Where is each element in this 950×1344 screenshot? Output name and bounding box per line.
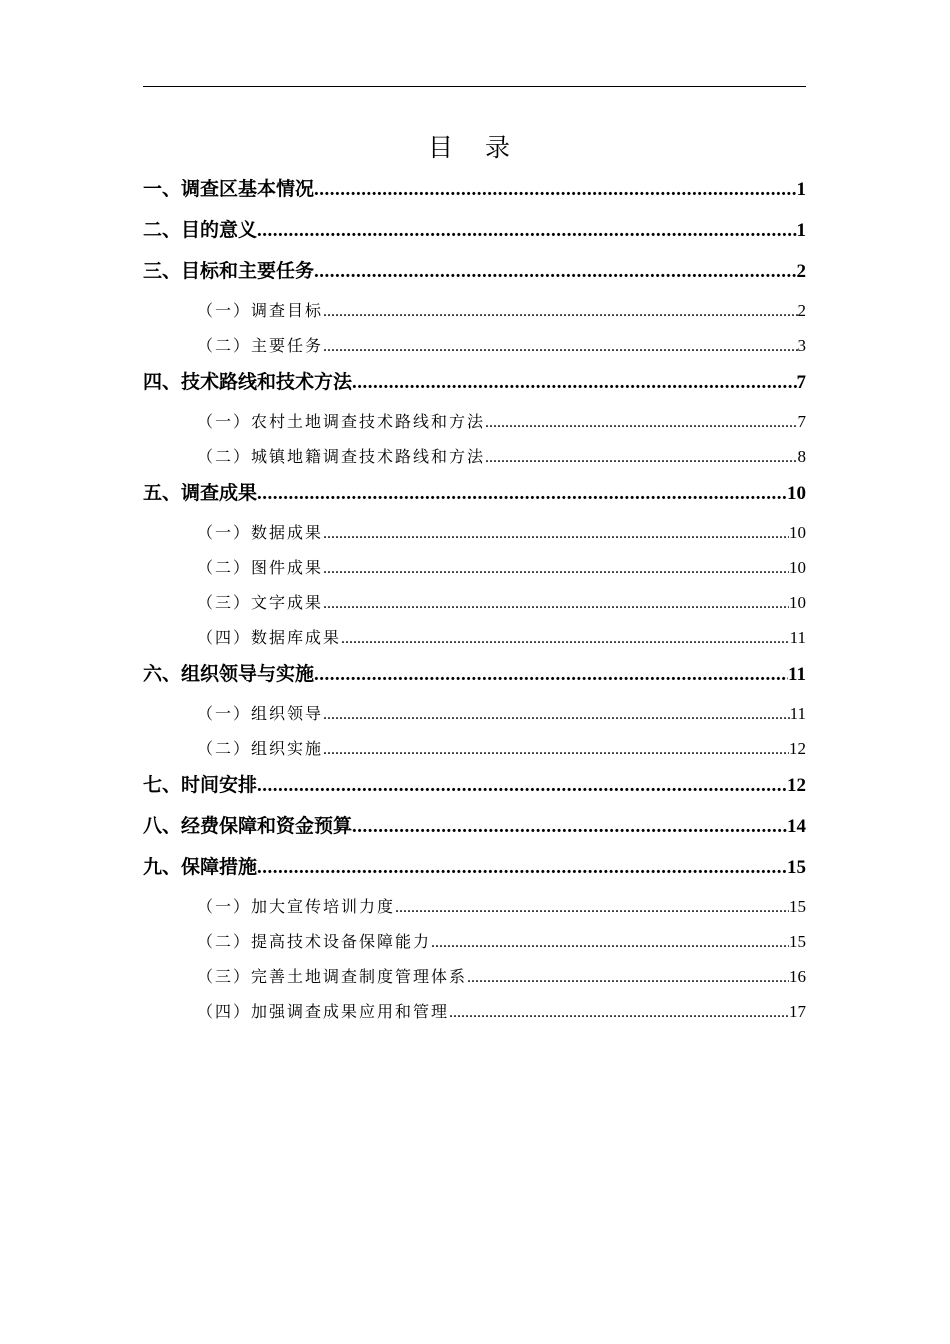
toc-entry[interactable] bbox=[143, 515, 806, 550]
toc-leader bbox=[323, 731, 789, 766]
toc-entry[interactable] bbox=[143, 655, 806, 696]
toc-entry[interactable] bbox=[143, 807, 806, 848]
toc-entry-label: （三）文字成果 bbox=[197, 593, 324, 612]
toc-leader bbox=[449, 994, 789, 1029]
toc-entry-label: 五、调查成果 bbox=[143, 482, 258, 504]
toc-leader bbox=[257, 766, 787, 805]
toc-entry-page: 7 bbox=[797, 412, 806, 431]
toc-entry-page: 8 bbox=[797, 447, 806, 466]
toc-entry[interactable] bbox=[143, 328, 806, 363]
toc-entry-label: （一）加大宣传培训力度 bbox=[197, 897, 396, 916]
toc-entry[interactable] bbox=[143, 363, 806, 404]
toc-entry-label: （一）调查目标 bbox=[197, 301, 324, 320]
toc-entry[interactable] bbox=[143, 550, 806, 585]
toc-entry-page: 10 bbox=[789, 523, 806, 542]
toc-entry-page: 10 bbox=[789, 593, 806, 612]
toc-entry-page: 12 bbox=[787, 775, 806, 796]
toc-entry-page: 3 bbox=[797, 336, 806, 355]
toc-entry-page: 14 bbox=[787, 816, 806, 837]
toc-entry[interactable] bbox=[143, 439, 806, 474]
toc-entry-label: 七、时间安排 bbox=[143, 774, 258, 796]
toc-entry-label: 九、保障措施 bbox=[143, 856, 258, 878]
toc-entry-label: （二）提高技术设备保障能力 bbox=[197, 932, 432, 951]
toc-entry[interactable] bbox=[143, 293, 806, 328]
toc-entry[interactable] bbox=[143, 924, 806, 959]
toc-entry-page: 15 bbox=[787, 857, 806, 878]
toc-entry[interactable] bbox=[143, 959, 806, 994]
toc-entry[interactable] bbox=[143, 252, 806, 293]
toc-entry-label: （四）数据库成果 bbox=[197, 628, 342, 647]
toc-entry-label: 二、目的意义 bbox=[143, 219, 258, 241]
toc-leader bbox=[395, 889, 789, 924]
toc-leader bbox=[314, 170, 796, 209]
toc-leader bbox=[314, 655, 788, 694]
toc-leader bbox=[314, 252, 796, 291]
toc-entry[interactable] bbox=[143, 994, 806, 1029]
toc-entry[interactable] bbox=[143, 585, 806, 620]
toc-leader bbox=[323, 515, 789, 550]
toc-leader bbox=[257, 211, 796, 250]
toc-entry[interactable] bbox=[143, 731, 806, 766]
toc-entry[interactable] bbox=[143, 211, 806, 252]
toc-entry-page: 10 bbox=[787, 483, 806, 504]
toc-entry-page: 15 bbox=[789, 897, 806, 916]
toc-entry-label: 四、技术路线和技术方法 bbox=[143, 371, 353, 393]
toc-entry-page: 12 bbox=[789, 739, 806, 758]
toc-entry-page: 15 bbox=[789, 932, 806, 951]
toc-leader bbox=[485, 404, 797, 439]
toc-leader bbox=[431, 924, 789, 959]
toc-entry-page: 1 bbox=[796, 220, 806, 241]
toc-leader bbox=[323, 328, 797, 363]
toc-entry-label: （一）农村土地调查技术路线和方法 bbox=[197, 412, 486, 431]
toc-entry-label: 一、调查区基本情况 bbox=[143, 178, 315, 200]
toc-entry[interactable] bbox=[143, 474, 806, 515]
toc-entry[interactable] bbox=[143, 889, 806, 924]
toc-entry-label: （三）完善土地调查制度管理体系 bbox=[197, 967, 468, 986]
toc-entry-label: 三、目标和主要任务 bbox=[143, 260, 315, 282]
toc-entry-label: （二）主要任务 bbox=[197, 336, 324, 355]
toc-leader bbox=[323, 696, 790, 731]
toc-entry-label: （一）数据成果 bbox=[197, 523, 324, 542]
toc-entry-label: 六、组织领导与实施 bbox=[143, 663, 315, 685]
toc-leader bbox=[257, 474, 787, 513]
toc-leader bbox=[485, 439, 797, 474]
toc-leader bbox=[352, 807, 787, 846]
toc-entry-page: 17 bbox=[789, 1002, 806, 1021]
toc-title: 目 录 bbox=[428, 133, 522, 162]
toc-entry[interactable] bbox=[143, 848, 806, 889]
toc-leader bbox=[323, 293, 797, 328]
toc-entry[interactable] bbox=[143, 696, 806, 731]
toc-leader bbox=[323, 550, 789, 585]
toc-entry-page: 1 bbox=[796, 179, 806, 200]
toc-entry[interactable] bbox=[143, 766, 806, 807]
toc-entry-label: （一）组织领导 bbox=[197, 704, 324, 723]
toc-entry[interactable] bbox=[143, 170, 806, 211]
toc-entry-page: 2 bbox=[797, 301, 806, 320]
toc-entry-page: 11 bbox=[788, 664, 806, 685]
toc-leader bbox=[467, 959, 789, 994]
toc-entry-label: （四）加强调查成果应用和管理 bbox=[197, 1002, 450, 1021]
toc-entry-page: 2 bbox=[796, 261, 806, 282]
toc-entry[interactable] bbox=[143, 620, 806, 655]
toc-entry-label: （二）图件成果 bbox=[197, 558, 324, 577]
header-rule bbox=[143, 86, 806, 87]
toc-entry-page: 10 bbox=[789, 558, 806, 577]
toc-entry-label: （二）组织实施 bbox=[197, 739, 324, 758]
toc-entry-page: 11 bbox=[789, 628, 806, 647]
toc-entry[interactable] bbox=[143, 404, 806, 439]
toc-entry-page: 16 bbox=[789, 967, 806, 986]
toc-leader bbox=[257, 848, 787, 887]
toc-entry-label: 八、经费保障和资金预算 bbox=[143, 815, 353, 837]
toc-leader bbox=[341, 620, 790, 655]
toc-entry-page: 7 bbox=[796, 372, 806, 393]
toc-entry-page: 11 bbox=[789, 704, 806, 723]
toc-leader bbox=[323, 585, 789, 620]
table-of-contents bbox=[143, 170, 806, 1029]
toc-entry-label: （二）城镇地籍调查技术路线和方法 bbox=[197, 447, 486, 466]
toc-leader bbox=[352, 363, 796, 402]
